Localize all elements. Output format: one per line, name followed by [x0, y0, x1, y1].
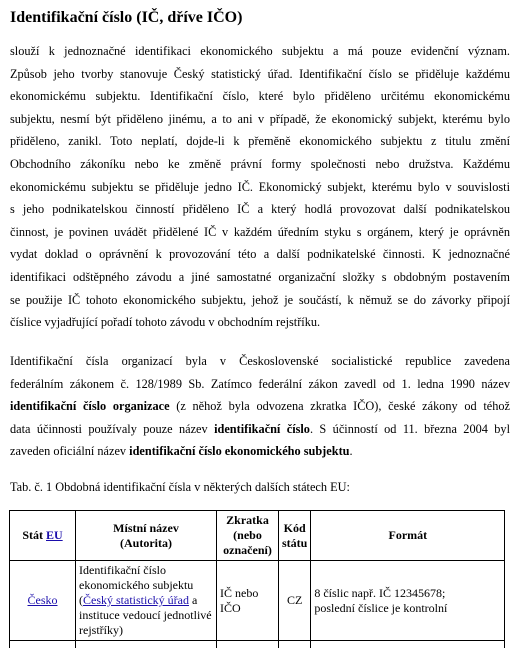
text-line: slouží k jednoznačné identifikaci ekonomického subjektu a má pouze evidenční význam.: [10, 44, 510, 58]
header-code: Kód státu: [279, 511, 311, 561]
text-line: ekonomickému subjektu se přiděluje jedno IČ. Ekonomický subjekt, kterému bylo v souvislosti: [10, 179, 510, 194]
text-line: data účinnosti používaly pouze název identifikační číslo. S účinností od 11. března 2004 byl: [10, 421, 510, 436]
header-abbr: Zkratka (nebo označení): [217, 511, 279, 561]
text-line: se použije IČ tohoto ekonomického subjektu, jehož je součástí, k němuž se do závorky připojí: [10, 292, 510, 307]
header-format: Formát: [311, 511, 505, 561]
text-line: zaveden oficiální název identifikační číslo ekonomického subjektu.: [10, 444, 353, 459]
eu-link[interactable]: EU: [46, 528, 63, 542]
text-line: s jeho podnikatelskou činností přiděleno IČ a který hodlá provozovat další podnikatelskou: [10, 202, 510, 217]
text-line: číslice vyjadřující pořadí tohoto závodu v obchodním rejstříku.: [10, 315, 321, 330]
table-row: [10, 641, 505, 648]
text-line: identifikaci odštěpného závodu a jiné samostatné organizační složky s obdobným postavením: [10, 269, 510, 284]
cell-stat: [10, 561, 76, 641]
text-line: vydat doklad o oprávnění k provozování této a další podnikatelské činnosti. K jednoznačné: [10, 247, 510, 262]
text-line: federálním zákonem č. 128/1989 Sb. Zatímco federální zákon zavedl od 1. ledna 1990 název: [10, 376, 510, 391]
cell-format: 8 číslic např. IČ 12345678; poslední číslice je kontrolní: [311, 561, 505, 641]
text-line: Obchodního zákoníku nebo ke změně právní formy společnosti nebo družstva. Každému: [10, 156, 510, 171]
text-line: Identifikační čísla organizací byla v Československé socialistické republice zavedena: [10, 354, 510, 368]
text-line: ekonomickému subjektu. Identifikační číslo, které bylo přiděleno určitému ekonomickému: [10, 89, 510, 104]
bold-term: identifikační číslo organizace: [10, 399, 170, 414]
text-line: přiděleno, zanikl. Toto neplatí, dojde-li k přeměně ekonomického subjektu z titulu změní: [10, 134, 510, 149]
cell-code: CZ: [279, 561, 311, 641]
text-line: činnost, je povinen uvádět přidělené IČ v každém úředním styku s orgánem, který je oprávněn: [10, 224, 510, 239]
text-line: Způsob jeho tvorby stanovuje Český statistický úřad. Identifikační číslo se přiděluje každému: [10, 66, 510, 81]
paragraph-ico-description: [10, 40, 510, 334]
header-name: Místní název (Autorita): [76, 511, 217, 561]
bold-term: identifikační číslo: [214, 421, 310, 436]
cell-abbr: IČ nebo IČO: [217, 561, 279, 641]
bold-term: identifikační číslo ekonomického subjektu: [129, 444, 350, 459]
header-stat: Stát EU: [10, 511, 76, 561]
eu-id-table: [9, 510, 505, 648]
text-line: identifikační číslo organizace (z něhož byla odvozena zkratka IČO), české zákony od téhož: [10, 399, 510, 414]
csu-link[interactable]: Český statistický úřad: [83, 593, 189, 607]
page-title: Identifikační číslo (IČ, dříve IČO): [10, 9, 243, 26]
table-caption: Tab. č. 1 Obdobná identifikační čísla v některých dalších státech EU:: [10, 480, 350, 494]
paragraph-ico-history: [10, 350, 510, 463]
cesko-link[interactable]: Česko: [27, 593, 58, 607]
table-header-row: [10, 511, 505, 561]
cell-name: Identifikační číslo ekonomického subjektu (Český statistický úřad a instituce vedoucí jednotlivé rejstříky): [76, 561, 217, 641]
table-row: [10, 561, 505, 641]
text-line: subjektu, nesmí být přiděleno jinému, a to ani v případě, že ekonomický subjekt, kterému bylo: [10, 111, 510, 126]
